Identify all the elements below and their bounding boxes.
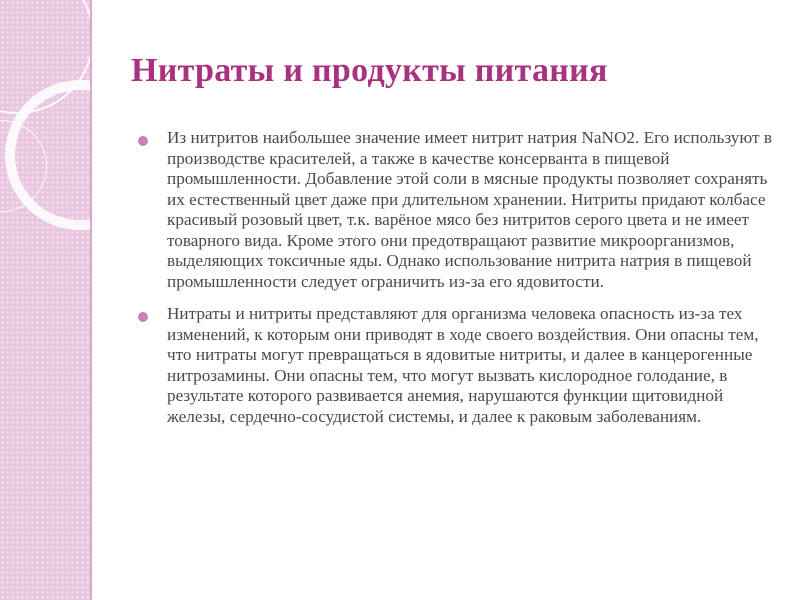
bullet-item-nitrites <box>138 128 778 292</box>
bullet-dot-icon <box>138 312 148 322</box>
bullet-item-dangers <box>138 304 778 427</box>
bullet-list <box>138 128 778 439</box>
slide-title: Нитраты и продукты питания <box>131 52 608 89</box>
panel-divider <box>90 0 92 600</box>
bullet-text: Нитраты и нитриты представляют для организма человека опасность из-за тех изменений, к которым они приводят в ходе своего воздействия. Они опасны тем, что нитраты могут превращаться в ядовитые нитриты, и далее в канцерогенные нитрозамины. Они опасны тем, что могут вызвать кислородное голодание, в результате которого развивается анемия, нарушаются функции щитовидной железы, сердечно-сосудистой системы, и далее к раковым заболеваниям. <box>167 304 759 426</box>
bullet-dot-icon <box>138 136 148 146</box>
decorative-side-panel <box>0 0 90 600</box>
bullet-text: Из нитритов наибольшее значение имеет нитрит натрия NaNO2. Его используют в производстве красителей, а также в качестве консерванта в пищевой промышленности. Добавление этой соли в мясные продукты позволяет сохранять их естественный цвет даже при длительном хранении. Нитриты придают колбасе красивый розовый цвет, т.к. варёное мясо без нитритов серого цвета и не имеет товарного вида. Кроме этого они предотвращают развитие микроорганизмов, выделяющих токсичные яды. Однако использование нитрита натрия в пищевой промышленности следует ограничить из-за его ядовитости. <box>167 128 772 291</box>
